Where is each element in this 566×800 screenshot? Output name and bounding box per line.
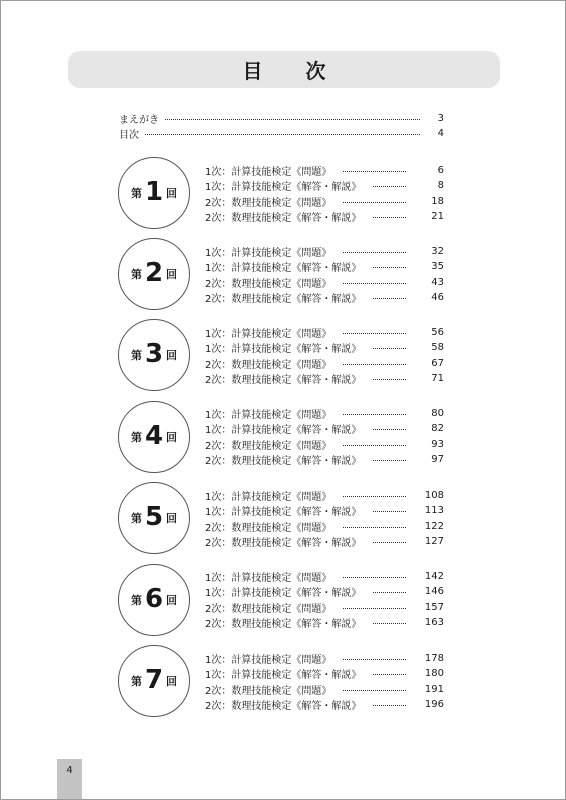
toc-entry-page: 97: [431, 454, 444, 465]
toc-entry-label: 1次：計算技能検定《問題》: [205, 572, 332, 584]
leader-dots: [373, 511, 406, 512]
toc-entry-page: 191: [424, 683, 444, 695]
toc-entry[interactable]: [205, 453, 444, 467]
leader-dots: [343, 364, 406, 365]
toc-entry-label: 1次：計算技能検定《解答・解説》: [205, 670, 362, 681]
toc-entry[interactable]: [205, 325, 444, 339]
leader-dots: [165, 119, 420, 120]
round-badge-1: [118, 157, 190, 229]
toc-entry-page: 32: [431, 245, 444, 257]
toc-entry[interactable]: [205, 504, 444, 518]
toc-entry-page: 82: [431, 423, 444, 434]
toc-entry[interactable]: [205, 585, 444, 599]
toc-entry-page: 18: [431, 195, 444, 207]
toc-entry-page: 93: [431, 438, 444, 450]
leader-dots: [373, 186, 406, 187]
leader-dots: [373, 592, 406, 593]
toc-entry-page: 142: [424, 570, 444, 582]
toc-entry[interactable]: [205, 341, 444, 355]
leader-dots: [373, 674, 406, 675]
toc-entry-page: 4: [437, 127, 444, 139]
toc-entry-page: 127: [424, 536, 444, 547]
leader-dots: [343, 333, 406, 334]
toc-entry-label: 2次：数理技能検定《問題》: [205, 359, 332, 371]
round-prefix: 第: [130, 268, 142, 281]
page-number-tab: [57, 759, 82, 799]
leader-dots: [373, 429, 406, 430]
round-suffix: 回: [166, 268, 178, 281]
toc-entry[interactable]: [205, 194, 444, 208]
toc-entry-page: 146: [424, 586, 444, 597]
toc-entry-label: 2次：数理技能検定《問題》: [205, 603, 332, 615]
toc-entry-label: 1次：計算技能検定《解答・解説》: [205, 344, 362, 355]
leader-dots: [343, 283, 406, 284]
round-badge-3: [118, 319, 190, 391]
toc-entry[interactable]: [205, 682, 444, 696]
toc-entry[interactable]: [205, 179, 444, 193]
leader-dots: [343, 445, 406, 446]
toc-entry[interactable]: [205, 519, 444, 533]
toc-entry-contents[interactable]: [119, 126, 444, 140]
page-number: 4: [66, 765, 73, 776]
toc-title: 目 次: [242, 59, 344, 83]
toc-entry-label: 2次：数理技能検定《問題》: [205, 197, 332, 209]
toc-entry-label: 2次：数理技能検定《解答・解説》: [205, 375, 362, 386]
leader-dots: [343, 252, 406, 253]
toc-entry-page: 8: [437, 180, 444, 191]
toc-entry-label: 1次：計算技能検定《問題》: [205, 166, 332, 178]
toc-entry-page: 122: [424, 520, 444, 532]
toc-entry[interactable]: [205, 651, 444, 665]
toc-entry[interactable]: [205, 260, 444, 274]
toc-entry[interactable]: [205, 569, 444, 583]
leader-dots: [343, 659, 406, 660]
round-suffix: 回: [166, 431, 178, 444]
round-suffix: 回: [166, 512, 178, 525]
round-suffix: 回: [166, 187, 178, 200]
round-number: 5: [144, 502, 164, 532]
toc-entry[interactable]: [205, 275, 444, 289]
toc-entry[interactable]: [205, 488, 444, 502]
round-prefix: 第: [130, 675, 142, 688]
toc-entry-page: 21: [431, 211, 444, 222]
toc-entry[interactable]: [205, 698, 444, 712]
leader-dots: [343, 171, 406, 172]
toc-entry[interactable]: [205, 535, 444, 549]
round-suffix: 回: [166, 349, 178, 362]
round-number: 2: [144, 258, 164, 288]
toc-entry-label: 1次：計算技能検定《問題》: [205, 409, 332, 421]
round-number: 1: [144, 177, 164, 207]
toc-entry-label: 1次：計算技能検定《問題》: [205, 654, 332, 666]
toc-entry-label: 2次：数理技能検定《問題》: [205, 440, 332, 452]
leader-dots: [373, 298, 406, 299]
toc-entry-page: 157: [424, 601, 444, 613]
toc-entry-label: 2次：数理技能検定《解答・解説》: [205, 294, 362, 305]
toc-entry-page: 163: [424, 617, 444, 628]
toc-entry[interactable]: [205, 616, 444, 630]
toc-entry-page: 67: [431, 357, 444, 369]
toc-entry[interactable]: [205, 244, 444, 258]
leader-dots: [343, 577, 406, 578]
toc-entry-label: 2次：数理技能検定《解答・解説》: [205, 619, 362, 630]
round-number: 7: [144, 665, 164, 695]
toc-entry-page: 46: [431, 292, 444, 303]
leader-dots: [343, 527, 406, 528]
toc-entry-label: 2次：数理技能検定《解答・解説》: [205, 456, 362, 467]
round-prefix: 第: [130, 349, 142, 362]
toc-entry-page: 56: [431, 326, 444, 338]
round-number: 3: [144, 339, 164, 369]
leader-dots: [145, 134, 420, 135]
toc-entry-label: 1次：計算技能検定《解答・解説》: [205, 425, 362, 436]
round-badge-5: [118, 482, 190, 554]
leader-dots: [373, 267, 406, 268]
round-prefix: 第: [130, 431, 142, 444]
toc-entry-page: 108: [424, 489, 444, 501]
toc-entry-page: 58: [431, 342, 444, 353]
round-prefix: 第: [130, 187, 142, 200]
toc-entry[interactable]: [205, 437, 444, 451]
round-number: 4: [144, 421, 164, 451]
toc-entry-label: 2次：数理技能検定《解答・解説》: [205, 538, 362, 549]
toc-entry[interactable]: [205, 667, 444, 681]
round-suffix: 回: [166, 594, 178, 607]
toc-entry-label: 1次：計算技能検定《解答・解説》: [205, 182, 362, 193]
leader-dots: [373, 705, 406, 706]
toc-entry-page: 113: [424, 505, 444, 516]
round-badge-4: [118, 401, 190, 473]
toc-entry-label: 1次：計算技能検定《解答・解説》: [205, 588, 362, 599]
toc-entry-label: 1次：計算技能検定《問題》: [205, 328, 332, 340]
toc-entry-page: 80: [431, 407, 444, 419]
toc-entry-page: 43: [431, 276, 444, 288]
toc-entry-page: 178: [424, 652, 444, 664]
toc-entry[interactable]: [205, 291, 444, 305]
leader-dots: [343, 496, 406, 497]
toc-entry-label: 1次：計算技能検定《解答・解説》: [205, 507, 362, 518]
toc-entry-label: 目次: [119, 129, 139, 141]
toc-entry-page: 35: [431, 261, 444, 272]
toc-entry-label: 1次：計算技能検定《問題》: [205, 491, 332, 503]
round-prefix: 第: [130, 512, 142, 525]
round-badge-2: [118, 238, 190, 310]
toc-entry[interactable]: [205, 356, 444, 370]
toc-entry-label: 2次：数理技能検定《問題》: [205, 685, 332, 697]
round-number: 6: [144, 584, 164, 614]
toc-entry-page: 6: [437, 164, 444, 176]
toc-entry[interactable]: [205, 163, 444, 177]
leader-dots: [373, 542, 406, 543]
toc-entry-label: 1次：計算技能検定《問題》: [205, 247, 332, 259]
leader-dots: [373, 348, 406, 349]
leader-dots: [343, 608, 406, 609]
toc-entry-label: 2次：数理技能検定《解答・解説》: [205, 701, 362, 712]
toc-entry-label: 2次：数理技能検定《解答・解説》: [205, 213, 362, 224]
toc-entry-page: 3: [437, 112, 444, 124]
leader-dots: [343, 690, 406, 691]
leader-dots: [373, 460, 406, 461]
toc-entry-label: 2次：数理技能検定《問題》: [205, 278, 332, 290]
toc-entry-preface[interactable]: [119, 111, 444, 125]
toc-entry-page: 180: [424, 668, 444, 679]
leader-dots: [373, 623, 406, 624]
toc-entry-label: 1次：計算技能検定《解答・解説》: [205, 263, 362, 274]
round-prefix: 第: [130, 594, 142, 607]
toc-title-bar: [68, 51, 500, 88]
round-badge-7: [118, 645, 190, 717]
toc-entry-page: 71: [431, 373, 444, 384]
leader-dots: [343, 414, 406, 415]
toc-entry[interactable]: [205, 210, 444, 224]
toc-entry[interactable]: [205, 372, 444, 386]
leader-dots: [373, 379, 406, 380]
leader-dots: [343, 202, 406, 203]
toc-entry[interactable]: [205, 600, 444, 614]
toc-entry-page: 196: [424, 699, 444, 710]
leader-dots: [373, 217, 406, 218]
toc-entry-label: 2次：数理技能検定《問題》: [205, 522, 332, 534]
toc-entry[interactable]: [205, 406, 444, 420]
toc-entry-label: まえがき: [119, 114, 159, 126]
toc-entry[interactable]: [205, 422, 444, 436]
round-suffix: 回: [166, 675, 178, 688]
round-badge-6: [118, 564, 190, 636]
